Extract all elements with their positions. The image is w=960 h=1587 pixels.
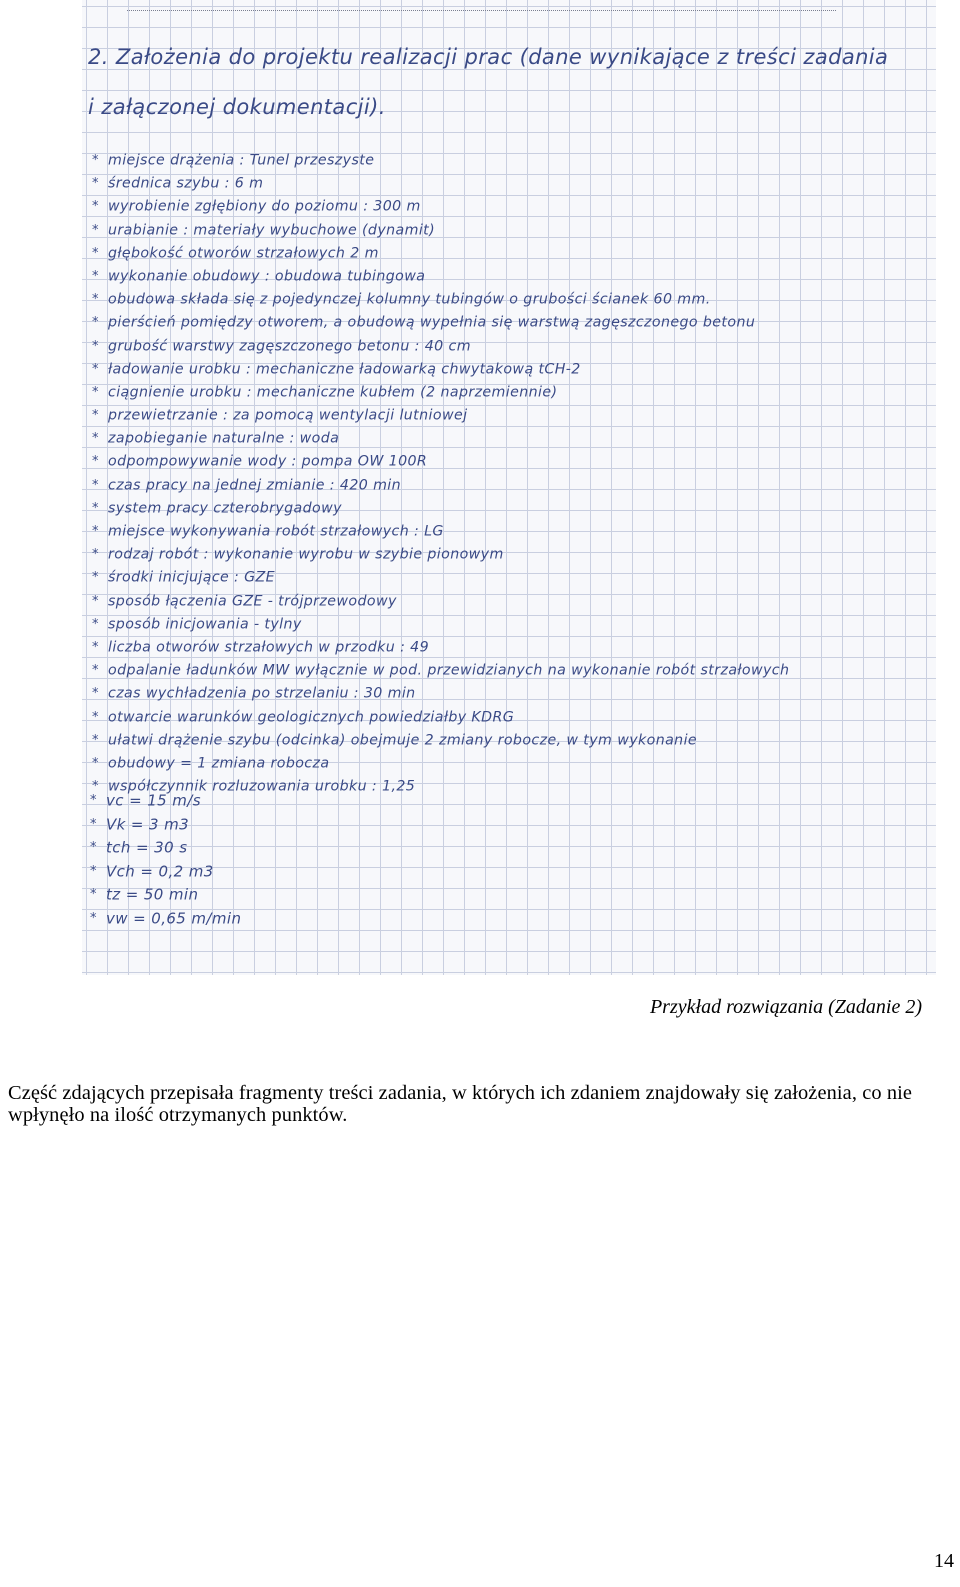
assumption-item-text: odpalanie ładunków MW wyłącznie w pod. przewidzianych na wykonanie robót strzałowych [108, 662, 790, 679]
bullet-star-icon: * [92, 431, 99, 447]
assumption-item-text: wykonanie obudowy : obudowa tubingowa [108, 268, 426, 285]
parameter-item [90, 837, 241, 861]
bullet-star-icon: * [92, 176, 99, 192]
handwritten-scan [82, 0, 936, 975]
parameter-item-text: vw = 0,65 m/min [106, 909, 242, 928]
parameter-item [90, 814, 241, 838]
body-paragraph: Część zdających przepisała fragmenty treści zadania, w których ich zdaniem znajdowały się założenia, co nie wpłynęło na ilość otrzymanych punktów. [8, 1082, 913, 1126]
bullet-star-icon: * [92, 384, 99, 400]
bullet-star-icon: * [92, 292, 99, 308]
parameter-item-text: Vch = 0,2 m3 [106, 862, 214, 881]
bullet-star-icon: * [92, 570, 99, 586]
parameter-item-text: tz = 50 min [106, 885, 199, 904]
bullet-star-icon: * [90, 910, 97, 926]
assumption-item [92, 683, 932, 706]
bullet-star-icon: * [90, 887, 97, 903]
assumption-item [92, 428, 932, 451]
dotted-rule [127, 10, 836, 11]
assumption-item [92, 243, 932, 266]
assumption-item-text: czas wychładzenia po strzelaniu : 30 min [108, 685, 416, 702]
assumption-item [92, 567, 932, 590]
parameter-item-text: vc = 15 m/s [106, 791, 201, 810]
assumption-item-text: sposób łączenia GZE - trójprzewodowy [108, 593, 397, 610]
assumption-item [92, 382, 932, 405]
assumption-item-text: pierścień pomiędzy otworem, a obudową wypełnia się warstwą zagęszczonego betonu [108, 314, 756, 331]
assumption-item [92, 405, 932, 428]
title-line: 2. Założenia do projektu realizacji prac (dane wynikające z treści zadania [88, 45, 889, 69]
section-title [88, 32, 918, 132]
assumption-item-text: czas pracy na jednej zmianie : 420 min [108, 477, 402, 494]
assumption-item [92, 637, 932, 660]
assumption-item [92, 544, 932, 567]
assumption-item [92, 220, 932, 243]
assumption-item [92, 475, 932, 498]
assumption-item [92, 451, 932, 474]
assumption-item [92, 266, 932, 289]
parameter-list [90, 790, 241, 932]
assumption-item [92, 196, 932, 219]
bullet-star-icon: * [92, 245, 99, 261]
bullet-star-icon: * [92, 454, 99, 470]
assumption-item-text: współczynnik rozluzowania urobku : 1,25 [108, 778, 416, 795]
bullet-star-icon: * [92, 315, 99, 331]
assumption-item [92, 660, 932, 683]
parameter-item [90, 861, 241, 885]
assumption-item-text: miejsce wykonywania robót strzałowych : LG [108, 523, 444, 540]
assumption-item-text: głębokość otworów strzałowych 2 m [108, 245, 379, 262]
assumption-item [92, 707, 932, 730]
assumption-item [92, 521, 932, 544]
bullet-star-icon: * [92, 199, 99, 215]
bullet-star-icon: * [92, 779, 99, 795]
bullet-star-icon: * [92, 408, 99, 424]
assumption-item-text: miejsce drążenia : Tunel przeszyste [108, 152, 375, 169]
bullet-star-icon: * [92, 477, 99, 493]
bullet-star-icon: * [92, 338, 99, 354]
bullet-star-icon: * [90, 840, 97, 856]
bullet-star-icon: * [90, 816, 97, 832]
assumption-item-text: system pracy czterobrygadowy [108, 500, 342, 517]
bullet-star-icon: * [92, 361, 99, 377]
title-line: i załączonej dokumentacji). [88, 95, 386, 119]
assumption-item [92, 173, 932, 196]
assumption-item-text: liczba otworów strzałowych w przodku : 49 [108, 639, 430, 656]
figure-caption: Przykład rozwiązania (Zadanie 2) [649, 996, 922, 1018]
assumption-item [92, 730, 932, 753]
bullet-star-icon: * [92, 153, 99, 168]
assumption-item [92, 591, 932, 614]
bullet-star-icon: * [92, 686, 99, 702]
bullet-star-icon: * [92, 616, 99, 632]
bullet-star-icon: * [90, 863, 97, 879]
assumption-item-text: otwarcie warunków geologicznych powiedziałby KDRG [108, 709, 515, 725]
assumption-item-text: zapobieganie naturalne : woda [108, 430, 340, 447]
bullet-star-icon: * [92, 547, 99, 563]
assumption-item-text: obudowy = 1 zmiana robocza [108, 755, 330, 772]
assumption-item-text: sposób inicjowania - tylny [108, 616, 302, 633]
bullet-star-icon: * [92, 755, 99, 771]
bullet-star-icon: * [92, 709, 99, 725]
parameter-item-text: tch = 30 s [106, 838, 188, 857]
bullet-star-icon: * [92, 268, 99, 284]
bullet-star-icon: * [92, 500, 99, 516]
assumption-item-text: ładowanie urobku : mechaniczne ładowarką chwytakową tCH-2 [108, 361, 581, 378]
assumption-item [92, 498, 932, 521]
bullet-star-icon: * [92, 639, 99, 655]
assumption-item [92, 359, 932, 382]
assumption-item-text: rodzaj robót : wykonanie wyrobu w szybie pionowym [108, 546, 504, 563]
bullet-star-icon: * [92, 524, 99, 539]
assumption-list [92, 150, 932, 799]
assumption-item [92, 312, 932, 335]
parameter-item [90, 790, 241, 814]
assumption-item-text: odpompowywanie wody : pompa OW 100R [108, 453, 428, 470]
assumption-item-text: ułatwi drążenie szybu (odcinka) obejmuje 2 zmiany robocze, w tym wykonanie [108, 732, 698, 749]
parameter-item [90, 908, 241, 932]
assumption-item [92, 336, 932, 359]
assumption-item [92, 150, 932, 173]
assumption-item-text: środki inicjujące : GZE [108, 569, 276, 586]
assumption-item-text: przewietrzanie : za pomocą wentylacji lutniowej [108, 407, 468, 424]
bullet-star-icon: * [92, 222, 99, 238]
assumption-item-text: obudowa składa się z pojedynczej kolumny tubingów o grubości ścianek 60 mm. [108, 291, 711, 308]
parameter-item-text: Vk = 3 m3 [106, 815, 190, 834]
bullet-star-icon: * [92, 593, 99, 609]
assumption-item [92, 614, 932, 637]
assumption-item-text: grubość warstwy zagęszczonego betonu : 40 cm [108, 338, 471, 354]
assumption-item [92, 753, 932, 776]
bullet-star-icon: * [92, 732, 99, 748]
assumption-item-text: urabianie : materiały wybuchowe (dynamit) [108, 222, 436, 239]
assumption-item-text: wyrobienie zgłębiony do poziomu : 300 m [108, 198, 421, 215]
assumption-item-text: średnica szybu : 6 m [108, 175, 264, 192]
parameter-item [90, 884, 241, 908]
assumption-item [92, 289, 932, 312]
bullet-star-icon: * [92, 663, 99, 679]
page-number: 14 [934, 1550, 954, 1572]
assumption-item-text: ciągnienie urobku : mechaniczne kubłem (2 naprzemiennie) [108, 384, 558, 401]
bullet-star-icon: * [90, 793, 97, 808]
